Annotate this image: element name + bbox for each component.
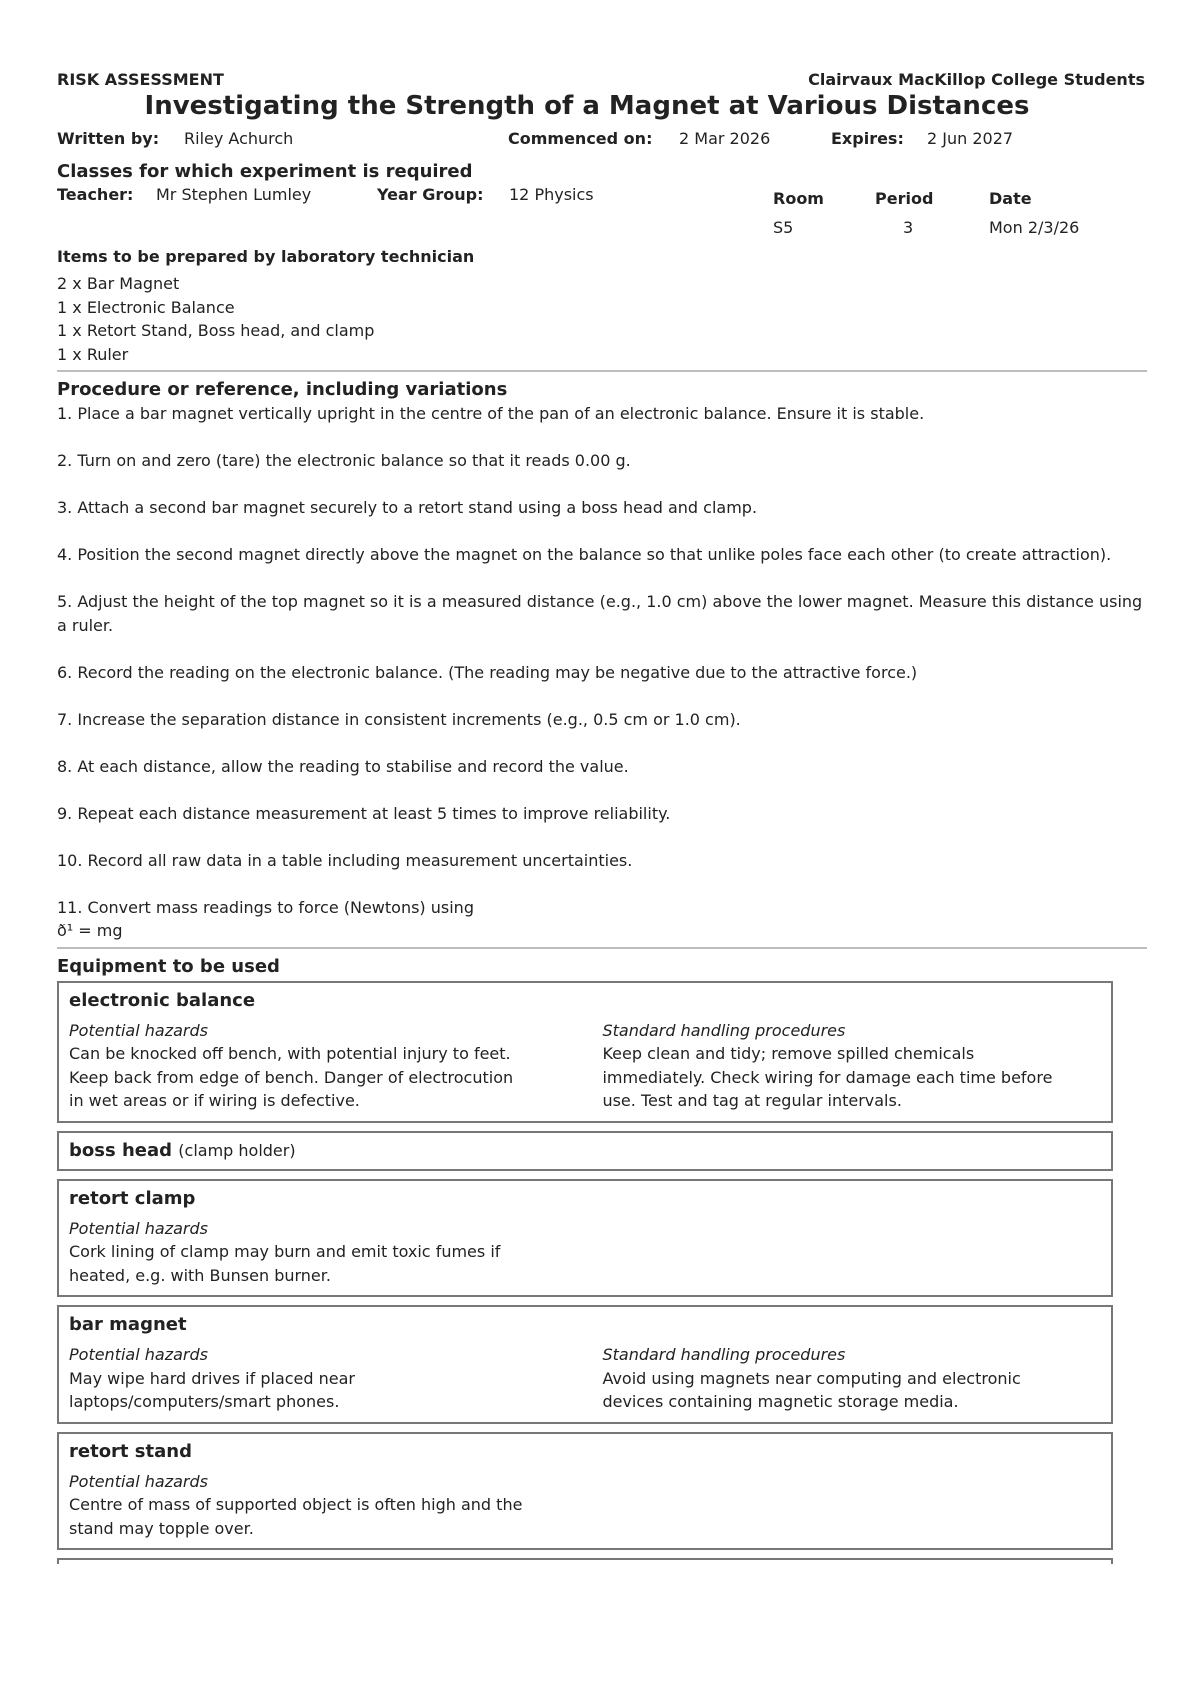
hazards-column — [69, 1019, 602, 1113]
written-by-label: Written by: — [57, 129, 160, 148]
items-heading: Items to be prepared by laboratory technician — [57, 247, 475, 266]
classes-info — [57, 184, 1147, 236]
expires-label: Expires: — [831, 129, 904, 148]
procedure-step: 5. Adjust the height of the top magnet so it is a measured distance (e.g., 1.0 cm) above the lower magnet. Measure this distance using a ruler. — [57, 592, 1143, 635]
hazard-line: Cork lining of clamp may burn and emit toxic fumes if — [69, 1242, 501, 1261]
equipment-electronic-balance — [57, 981, 1113, 1123]
list-item: 1 x Electronic Balance — [57, 297, 235, 317]
hazard-line: stand may topple over. — [69, 1518, 254, 1538]
risk-assessment-page — [57, 70, 1147, 1564]
hazard-line: Can be knocked off bench, with potential injury to feet. — [69, 1044, 511, 1063]
hazard-line: heated, e.g. with Bunsen burner. — [69, 1265, 331, 1285]
procedure-line: devices containing magnetic storage media. — [602, 1392, 959, 1411]
hazard-line: Keep back from edge of bench. Danger of electrocution — [69, 1067, 514, 1087]
equipment-details — [69, 1217, 1101, 1288]
hazards-label: Potential hazards — [69, 1020, 208, 1040]
room-label: Room — [773, 189, 824, 208]
procedure-step: 1. Place a bar magnet vertically upright in the centre of the pan of an electronic balance. Ensure it is stable. — [57, 404, 925, 423]
hazards-label: Potential hazards — [69, 1218, 208, 1238]
expires-value: 2 Jun 2027 — [927, 129, 1014, 148]
organisation-name: Clairvaux MacKillop College Students — [808, 70, 1145, 89]
document-type-label: RISK ASSESSMENT — [57, 70, 224, 89]
hazards-column — [69, 1343, 602, 1414]
header-top — [57, 70, 1147, 90]
procedure-line: Keep clean and tidy; remove spilled chemicals — [602, 1044, 975, 1063]
equipment-name — [69, 1139, 1101, 1163]
commenced-label: Commenced on: — [508, 129, 653, 148]
equipment-name: retort stand — [69, 1440, 192, 1462]
procedure-heading: Procedure or reference, including variations — [57, 379, 508, 400]
hazards-column — [69, 1217, 604, 1288]
hazards-label: Potential hazards — [69, 1345, 208, 1364]
procedure-step: 11. Convert mass readings to force (Newtons) using — [57, 897, 474, 917]
equipment-details — [69, 1019, 1101, 1113]
equipment-details — [69, 1470, 1101, 1541]
equipment-name: retort clamp — [69, 1187, 196, 1209]
hazards-column — [69, 1470, 604, 1541]
equipment-name-text: boss head — [69, 1139, 172, 1161]
procedures-column — [602, 1343, 1101, 1414]
date-value: Mon 2/3/26 — [989, 218, 1080, 237]
procedures-label: Standard handling procedures — [602, 1345, 846, 1364]
procedure-line: immediately. Check wiring for damage each time before — [602, 1067, 1053, 1087]
equipment-bar-magnet — [57, 1305, 1113, 1424]
equipment-details — [69, 1343, 1101, 1414]
procedure-step: 8. At each distance, allow the reading to stabilise and record the value. — [57, 756, 629, 776]
document-meta — [57, 126, 1147, 152]
hazard-line: May wipe hard drives if placed near — [69, 1368, 355, 1388]
force-formula: ð¹ = mg — [57, 921, 123, 940]
date-label: Date — [989, 189, 1032, 208]
written-by-value: Riley Achurch — [184, 129, 294, 148]
section-divider — [57, 947, 1147, 949]
procedure-step: 9. Repeat each distance measurement at least 5 times to improve reliability. — [57, 803, 671, 823]
equipment-boss-head — [57, 1131, 1113, 1171]
equipment-heading: Equipment to be used — [57, 955, 280, 977]
room-value: S5 — [773, 218, 794, 237]
list-item: 1 x Retort Stand, Boss head, and clamp — [57, 321, 375, 340]
equipment-name: bar magnet — [69, 1314, 187, 1335]
list-item: 2 x Bar Magnet — [57, 274, 180, 293]
period-value: 3 — [903, 218, 914, 237]
list-item: 1 x Ruler — [57, 344, 129, 364]
procedure-line: use. Test and tag at regular intervals. — [602, 1091, 902, 1110]
hazard-line: Centre of mass of supported object is often high and the — [69, 1495, 523, 1514]
section-divider — [57, 370, 1147, 372]
procedure-step: 6. Record the reading on the electronic balance. (The reading may be negative due to the attractive force.) — [57, 662, 918, 682]
procedure-step: 10. Record all raw data in a table including measurement uncertainties. — [57, 850, 633, 870]
equipment-retort-stand — [57, 1432, 1113, 1551]
procedures-column — [602, 1019, 1101, 1113]
hazards-label: Potential hazards — [69, 1471, 208, 1491]
period-label: Period — [875, 189, 934, 208]
hazard-line: laptops/computers/smart phones. — [69, 1392, 340, 1411]
classes-heading: Classes for which experiment is required — [57, 161, 473, 182]
equipment-retort-clamp — [57, 1179, 1113, 1298]
procedures-label: Standard handling procedures — [602, 1020, 846, 1040]
equipment-note: (clamp holder) — [178, 1140, 296, 1160]
year-group-label: Year Group: — [377, 185, 484, 204]
teacher-label: Teacher: — [57, 185, 134, 204]
page-title: Investigating the Strength of a Magnet at Various Distances — [144, 91, 1030, 121]
procedure-step: 7. Increase the separation distance in consistent increments (e.g., 0.5 cm or 1.0 cm). — [57, 709, 741, 729]
procedure-steps — [57, 402, 1147, 943]
procedure-step: 2. Turn on and zero (tare) the electronic balance so that it reads 0.00 g. — [57, 451, 631, 470]
year-group-value: 12 Physics — [509, 185, 594, 204]
equipment-name: electronic balance — [69, 989, 256, 1011]
items-list — [57, 272, 1147, 366]
hazard-line: in wet areas or if wiring is defective. — [69, 1091, 360, 1110]
procedure-step: 3. Attach a second bar magnet securely to a retort stand using a boss head and clamp. — [57, 498, 758, 517]
teacher-value: Mr Stephen Lumley — [156, 185, 312, 204]
procedure-line: Avoid using magnets near computing and electronic — [602, 1368, 1021, 1388]
equipment-box-continuation — [57, 1558, 1113, 1564]
procedure-step: 4. Position the second magnet directly above the magnet on the balance so that unlike poles face each other (to create attraction). — [57, 545, 1112, 564]
commenced-value: 2 Mar 2026 — [679, 129, 771, 148]
